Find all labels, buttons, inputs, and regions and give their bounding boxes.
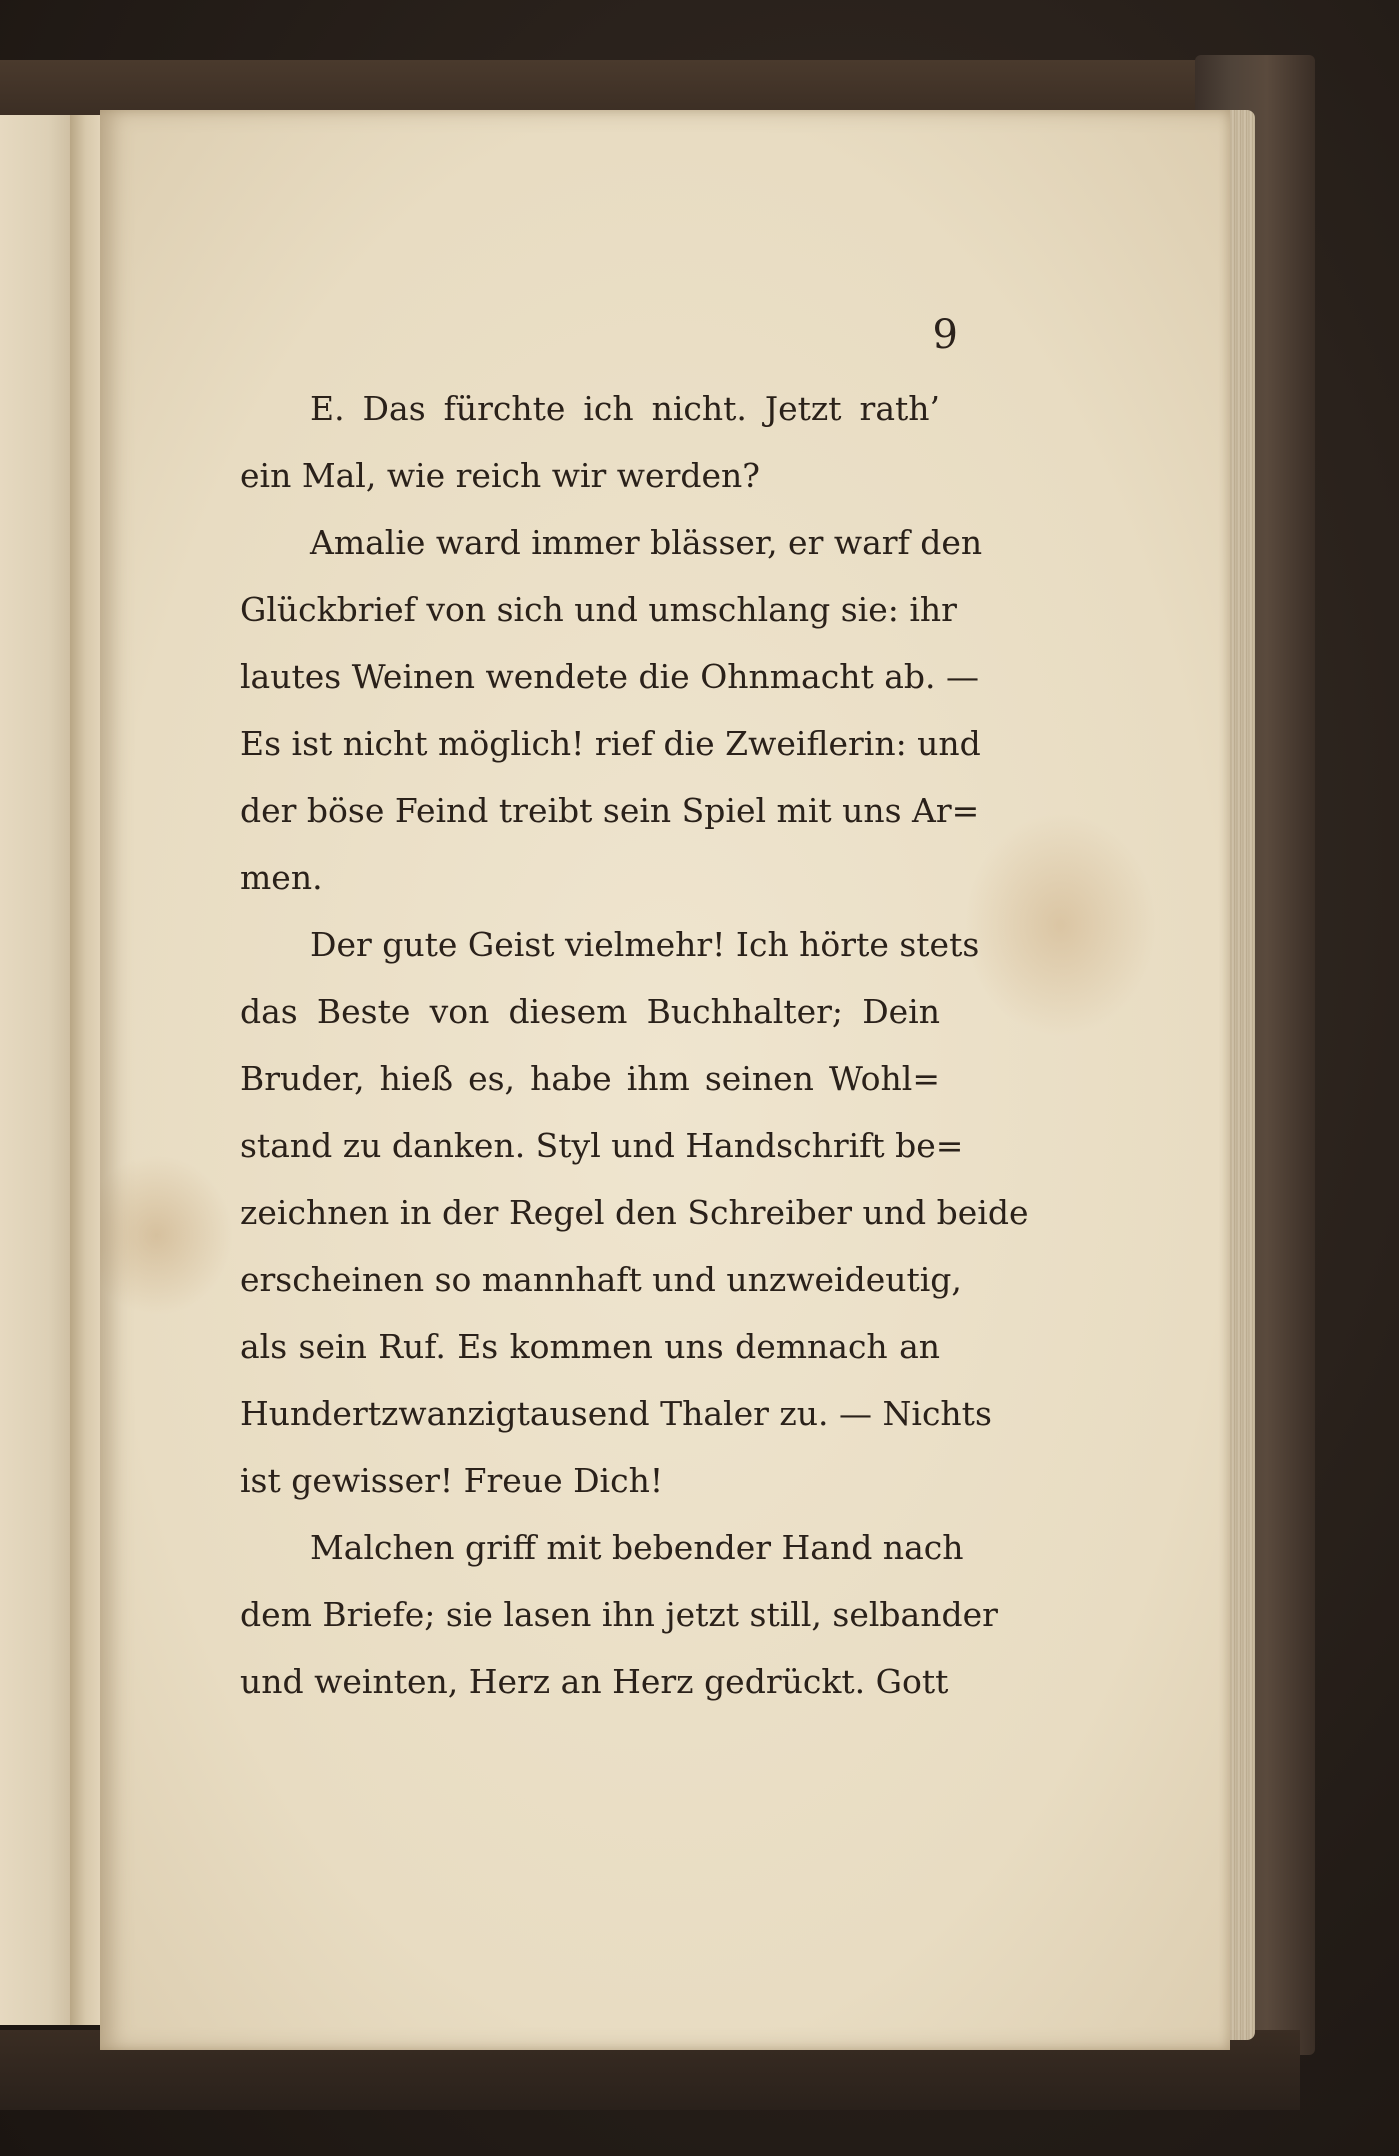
page-text-block xyxy=(240,375,1029,1715)
text-line: der böse Feind treibt sein Spiel mit uns Ar= xyxy=(240,791,980,830)
text-line: dem Briefe; sie lasen ihn jetzt still, selbander xyxy=(240,1595,998,1634)
text-line: als sein Ruf. Es kommen uns demnach an xyxy=(240,1327,940,1366)
text-line: men. xyxy=(240,858,323,897)
text-line: erscheinen so mannhaft und unzweideutig, xyxy=(240,1260,962,1299)
text-line: Es ist nicht möglich! rief die Zweiflerin: und xyxy=(240,724,981,763)
text-line: das Beste von diesem Buchhalter; Dein xyxy=(240,992,940,1031)
text-line: ein Mal, wie reich wir werden? xyxy=(240,456,760,495)
text-line: E. Das fürchte ich nicht. Jetzt rath’ xyxy=(310,389,940,428)
text-line: Amalie ward immer blässer, er warf den xyxy=(310,523,983,562)
text-line: Glückbrief von sich und umschlang sie: ihr xyxy=(240,590,957,629)
text-line: Bruder, hieß es, habe ihm seinen Wohl= xyxy=(240,1059,940,1098)
text-line: ist gewisser! Freue Dich! xyxy=(240,1461,664,1500)
text-line: Hundertzwanzigtausend Thaler zu. — Nichts xyxy=(240,1394,992,1433)
text-line: Der gute Geist vielmehr! Ich hörte stets xyxy=(310,925,980,964)
text-line: Malchen griff mit bebender Hand nach xyxy=(310,1528,964,1567)
text-line: lautes Weinen wendete die Ohnmacht ab. — xyxy=(240,657,979,696)
text-line: zeichnen in der Regel den Schreiber und beide xyxy=(240,1193,1029,1232)
text-line: und weinten, Herz an Herz gedrückt. Gott xyxy=(240,1662,949,1701)
text-line: stand zu danken. Styl und Handschrift be= xyxy=(240,1126,964,1165)
page-number: 9 xyxy=(932,312,958,358)
left-page-sliver xyxy=(0,115,80,2025)
